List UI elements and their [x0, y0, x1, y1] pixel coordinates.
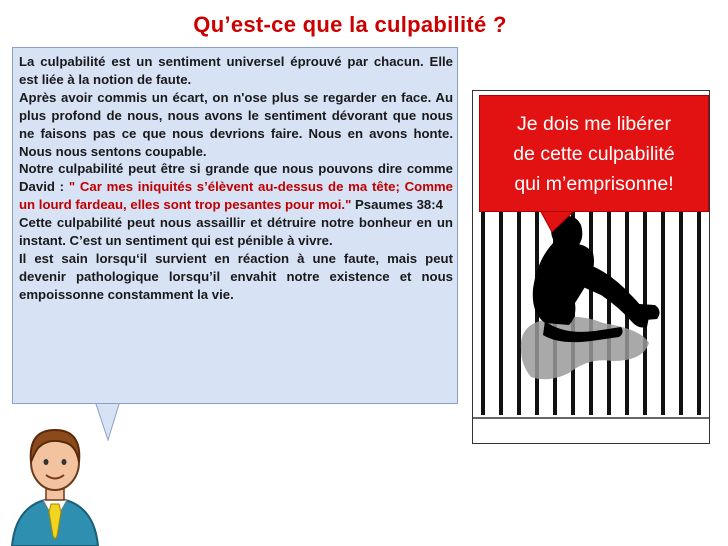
paragraph-2: Après avoir commis un écart, on n'ose plus se regarder en face. Au plus profond de nous, nous avons le sentiment dévorant que nous ne faisons pas ce que nous devrions faire. Nous en avons honte. Nous nous sentons coupable.: [19, 89, 453, 159]
psalm-reference: Psaumes 38:4: [351, 197, 443, 213]
thought-line-3: qui m’emprisonne!: [514, 173, 674, 195]
thought-bubble: [479, 95, 709, 212]
paragraph-1: La culpabilité est un sentiment universel éprouvé par chacun. Elle est liée à la notion de faute.: [19, 54, 453, 87]
thought-line-2: de cette culpabilité: [513, 143, 675, 165]
page-title: Qu’est-ce que la culpabilité ?: [193, 12, 507, 37]
thought-line-1: Je dois me libérer: [517, 113, 671, 135]
paragraph-4: Cette culpabilité peut nous assaillir et détruire notre bonheur en un instant. C’est un sentiment qui est pénible à vivre.: [19, 215, 453, 249]
paragraph-5: Il est sain lorsqu‘il survient en réaction à une faute, mais peut devenir pathologique lorsqu’il envahit notre existence et nous empoissonne constamment la vie.: [19, 250, 453, 302]
psalm-quote: " Car mes iniquités s’élèvent au-dessus de ma tête; Comme un lourd fardeau, elles sont trop pesantes pour moi.": [19, 179, 453, 213]
paragraph-3-intro: Notre culpabilité peut être si grande que nous pouvons dire comme David :: [19, 161, 453, 195]
